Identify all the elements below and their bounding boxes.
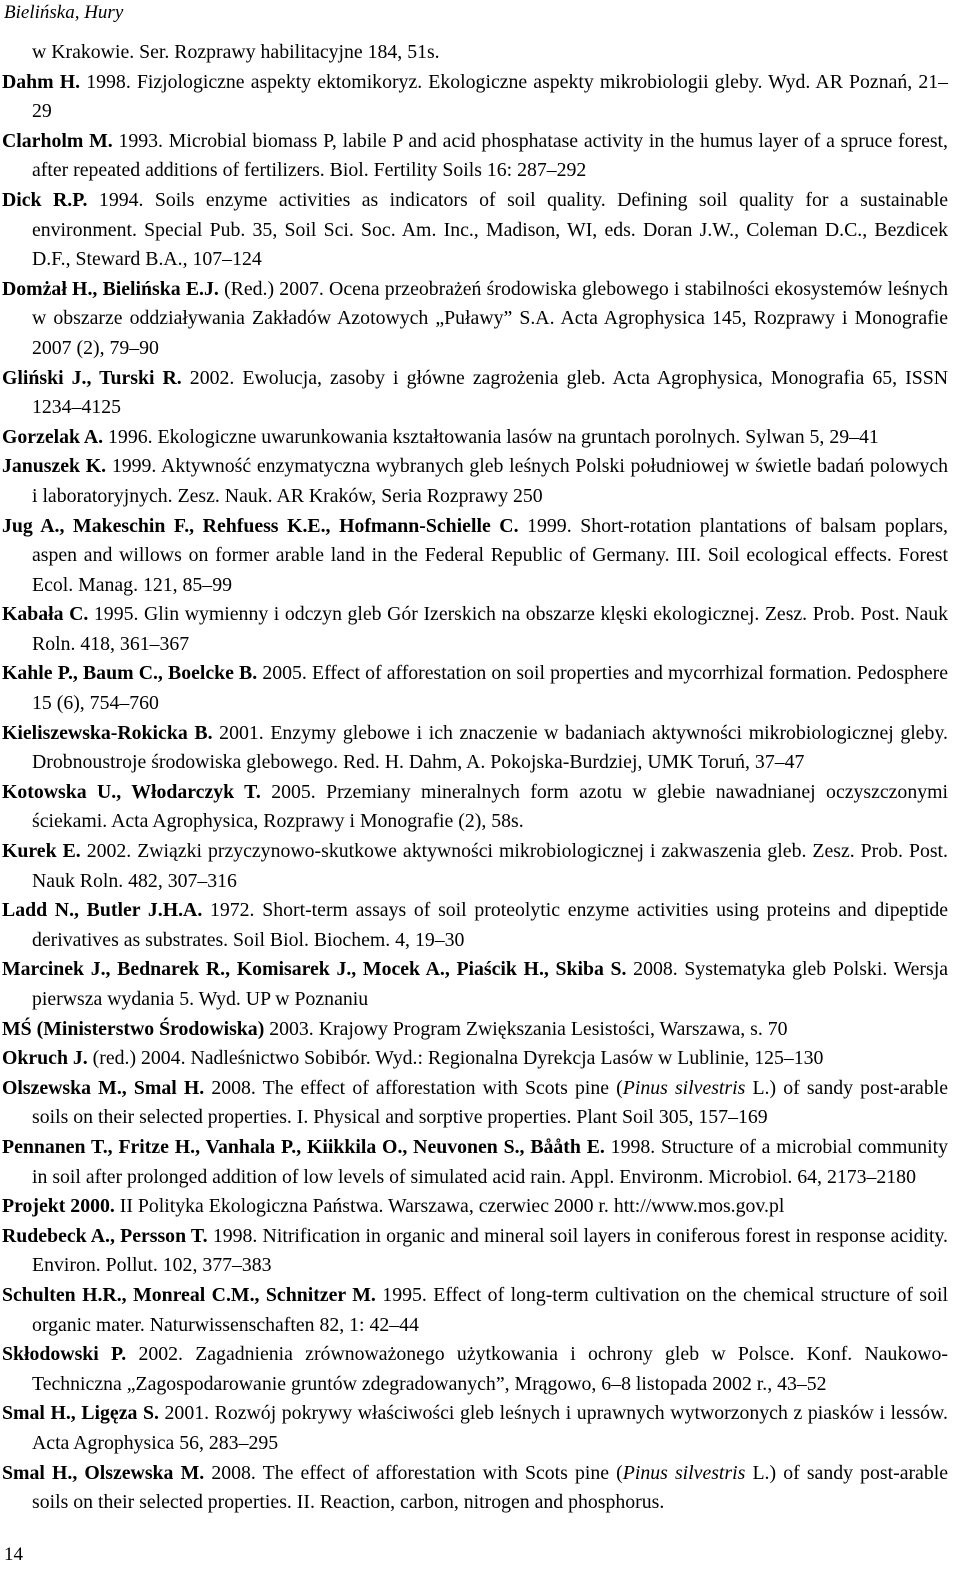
reference-text: 1998. Fizjologiczne aspekty ektomikoryz. Ekologiczne aspekty mikrobiologii gleby. Wyd. AR Poznań, 21–29 [32,70,948,123]
reference-entry [0,512,948,601]
reference-authors: Jug A., Makeschin F., Rehfuess K.E., Hofmann-Schielle C. [2,514,519,537]
reference-text: 1995. Effect of long-term cultivation on the chemical structure of soil organic mater. Naturwissenschaften 82, 1: 42–44 [32,1283,948,1336]
reference-authors: MŚ (Ministerstwo Środowiska) [2,1017,265,1040]
reference-entry [0,1222,948,1281]
reference-text: 2002. Związki przyczynowo-skutkowe aktywności mikrobiologicznej i zakwaszenia gleb. Zesz. Prob. Post. Nauk Roln. 482, 307–316 [32,840,948,892]
reference-text: 2008. Systematyka gleb Polski. Wersja pierwsza wydania 5. Wyd. UP w Poznaniu [32,958,948,1010]
reference-text: 1995. Glin wymienny i odczyn gleb Gór Izerskich na obszarze klęski ekologicznej. Zesz. Prob. Post. Nauk Roln. 418, 361–367 [32,603,948,655]
reference-authors: Kotowska U., Włodarczyk T. [2,780,261,803]
reference-authors: Pennanen T., Fritze H., Vanhala P., Kiikkila O., Neuvonen S., Bååth E. [2,1135,605,1158]
reference-authors: Kahle P., Baum C., Boelcke B. [2,662,258,685]
reference-text: 1972. Short-term assays of soil proteolytic enzyme activities using proteins and dipeptide derivatives as substrates. Soil Biol. Biochem. 4, 19–30 [32,899,948,951]
reference-authors: Dahm H. [2,70,81,93]
reference-authors: Olszewska M., Smal H. [2,1076,205,1099]
reference-authors: Januszek K. [2,455,107,478]
reference-authors: Ladd N., Butler J.H.A. [2,899,203,922]
reference-entry [0,38,948,68]
reference-text: II Polityka Ekologiczna Państwa. Warszawa, czerwiec 2000 r. htt://www.mos.gov.pl [114,1195,785,1218]
reference-authors: Clarholm M. [2,129,113,152]
reference-species-name: Pinus silvestris [622,1461,746,1484]
reference-text: 1998. Nitrification in organic and mineral soil layers in coniferous forest in response acidity. Environ. Pollut. 102, 377–383 [32,1224,948,1277]
reference-entry [0,452,948,511]
reference-text: w Krakowie. Ser. Rozprawy habilitacyjne 184, 51s. [32,41,440,63]
reference-text: (red.) 2004. Nadleśnictwo Sobibór. Wyd.: Regionalna Dyrekcja Lasów w Lublinie, 125–130 [87,1047,824,1070]
reference-text: 2005. Przemiany mineralnych form azotu w glebie nawadnianej oczyszczonymi ściekami. Acta Agrophysica, Rozprawy i Monografie (2), 58s. [32,780,948,833]
reference-text: 1998. Structure of a microbial community in soil after prolonged addition of low levels of simulated acid rain. Appl. Environm. Microbiol. 64, 2173–2180 [32,1135,948,1188]
reference-entry [0,1015,948,1045]
reference-list [0,38,948,1518]
reference-entry [0,719,948,778]
reference-entry [0,778,948,837]
reference-text: 2005. Effect of afforestation on soil properties and mycorrhizal formation. Pedosphere 15 (6), 754–760 [32,662,948,715]
reference-authors: Smal H., Ligęza S. [2,1402,159,1425]
reference-authors: Gliński J., Turski R. [2,366,182,389]
reference-entry [0,1459,948,1518]
reference-text-after: L.) of sandy post-arable soils on their selected properties. I. Physical and sorptive properties. Plant Soil 305, 157–169 [32,1076,949,1129]
reference-authors: Projekt 2000. [2,1195,115,1218]
reference-entry [0,955,948,1014]
page-number: 14 [4,1544,23,1565]
reference-authors: Schulten H.R., Monreal C.M., Schnitzer M. [2,1283,376,1306]
reference-entry [0,1340,948,1399]
reference-authors: Domżał H., Bielińska E.J. [2,277,219,300]
reference-entry [0,364,948,423]
reference-text: 2002. Ewolucja, zasoby i główne zagrożenia gleb. Acta Agrophysica, Monografia 65, ISSN 1234–4125 [32,366,949,419]
reference-entry [0,1192,948,1222]
running-head: Bielińska, Hury [4,2,124,23]
reference-entry [0,1133,948,1192]
reference-authors: Kieliszewska-Rokicka B. [2,721,213,744]
reference-text: (Red.) 2007. Ocena przeobrażeń środowiska glebowego i stabilności ekosystemów leśnych w obszarze oddziaływania Zakładów Azotowych „Puławy” S.A. Acta Agrophysica 145, Rozprawy i Monografie 2007 (2), 79–90 [32,277,948,359]
reference-text: 2002. Zagadnienia zrównoważonego użytkowania i ochrony gleb w Polsce. Konf. Naukowo-Techniczna „Zagospodarowanie gruntów zdegradowanych”, Mrągowo, 6–8 listopada 2002 r., 43–52 [32,1343,948,1395]
reference-text: 2008. The effect of afforestation with Scots pine ( [204,1461,623,1484]
reference-text: 1996. Ekologiczne uwarunkowania kształtowania lasów na gruntach porolnych. Sylwan 5, 29–41 [103,425,879,448]
reference-text: 1993. Microbial biomass P, labile P and acid phosphatase activity in the humus layer of a spruce forest, after repeated additions of fertilizers. Biol. Fertility Soils 16: 287–292 [32,129,948,182]
reference-text: 1994. Soils enzyme activities as indicators of soil quality. Defining soil quality for a sustainable environment. Special Pub. 35, Soil Sci. Soc. Am. Inc., Madison, WI, eds. Doran J.W., Coleman D.C., Bezdicek D.F., Steward B.A., 107–124 [32,188,949,271]
reference-entry [0,659,948,718]
reference-authors: Dick R.P. [2,188,88,211]
reference-entry [0,1044,948,1074]
reference-authors: Gorzelak A. [2,425,104,448]
reference-entry [0,127,948,186]
reference-authors: Skłodowski P. [2,1343,127,1366]
reference-authors: Marcinek J., Bednarek R., Komisarek J., Mocek A., Piaścik H., Skiba S. [2,958,627,981]
reference-text-after: L.) of sandy post-arable soils on their selected properties. II. Reaction, carbon, nitrogen and phosphorus. [32,1461,949,1514]
reference-entry [0,1399,948,1458]
reference-authors: Smal H., Olszewska M. [2,1461,205,1484]
reference-text: 1999. Aktywność enzymatyczna wybranych gleb leśnych Polski południowej w świetle badań polowych i laboratoryjnych. Zesz. Nauk. AR Kraków, Seria Rozprawy 250 [32,455,948,507]
reference-authors: Rudebeck A., Persson T. [2,1224,208,1247]
reference-entry [0,600,948,659]
reference-entry [0,186,948,275]
reference-text: 2001. Enzymy glebowe i ich znaczenie w badaniach aktywności mikrobiologicznej gleby. Drobnoustroje środowiska glebowego. Red. H. Dahm, A. Pokojska-Burdziej, UMK Toruń, 37–47 [32,721,948,774]
reference-entry [0,68,948,127]
reference-authors: Kurek E. [2,840,81,863]
reference-entry [0,1074,948,1133]
reference-text: 1999. Short-rotation plantations of balsam poplars, aspen and willows on former arable land in the Federal Republic of Germany. III. Soil ecological effects. Forest Ecol. Manag. 121, 85–99 [32,514,949,596]
reference-text: 2008. The effect of afforestation with Scots pine ( [204,1076,623,1099]
reference-species-name: Pinus silvestris [622,1076,746,1099]
reference-entry [0,423,948,453]
reference-text: 2003. Krajowy Program Zwiększania Lesistości, Warszawa, s. 70 [264,1017,788,1040]
reference-entry [0,1281,948,1340]
reference-entry [0,896,948,955]
reference-authors: Kabała C. [2,603,89,626]
reference-text: 2001. Rozwój pokrywy właściwości gleb leśnych i uprawnych wytworzonych z piasków i lessów. Acta Agrophysica 56, 283–295 [32,1402,948,1454]
reference-authors: Okruch J. [2,1047,88,1070]
reference-entry [0,275,948,364]
reference-entry [0,837,948,896]
